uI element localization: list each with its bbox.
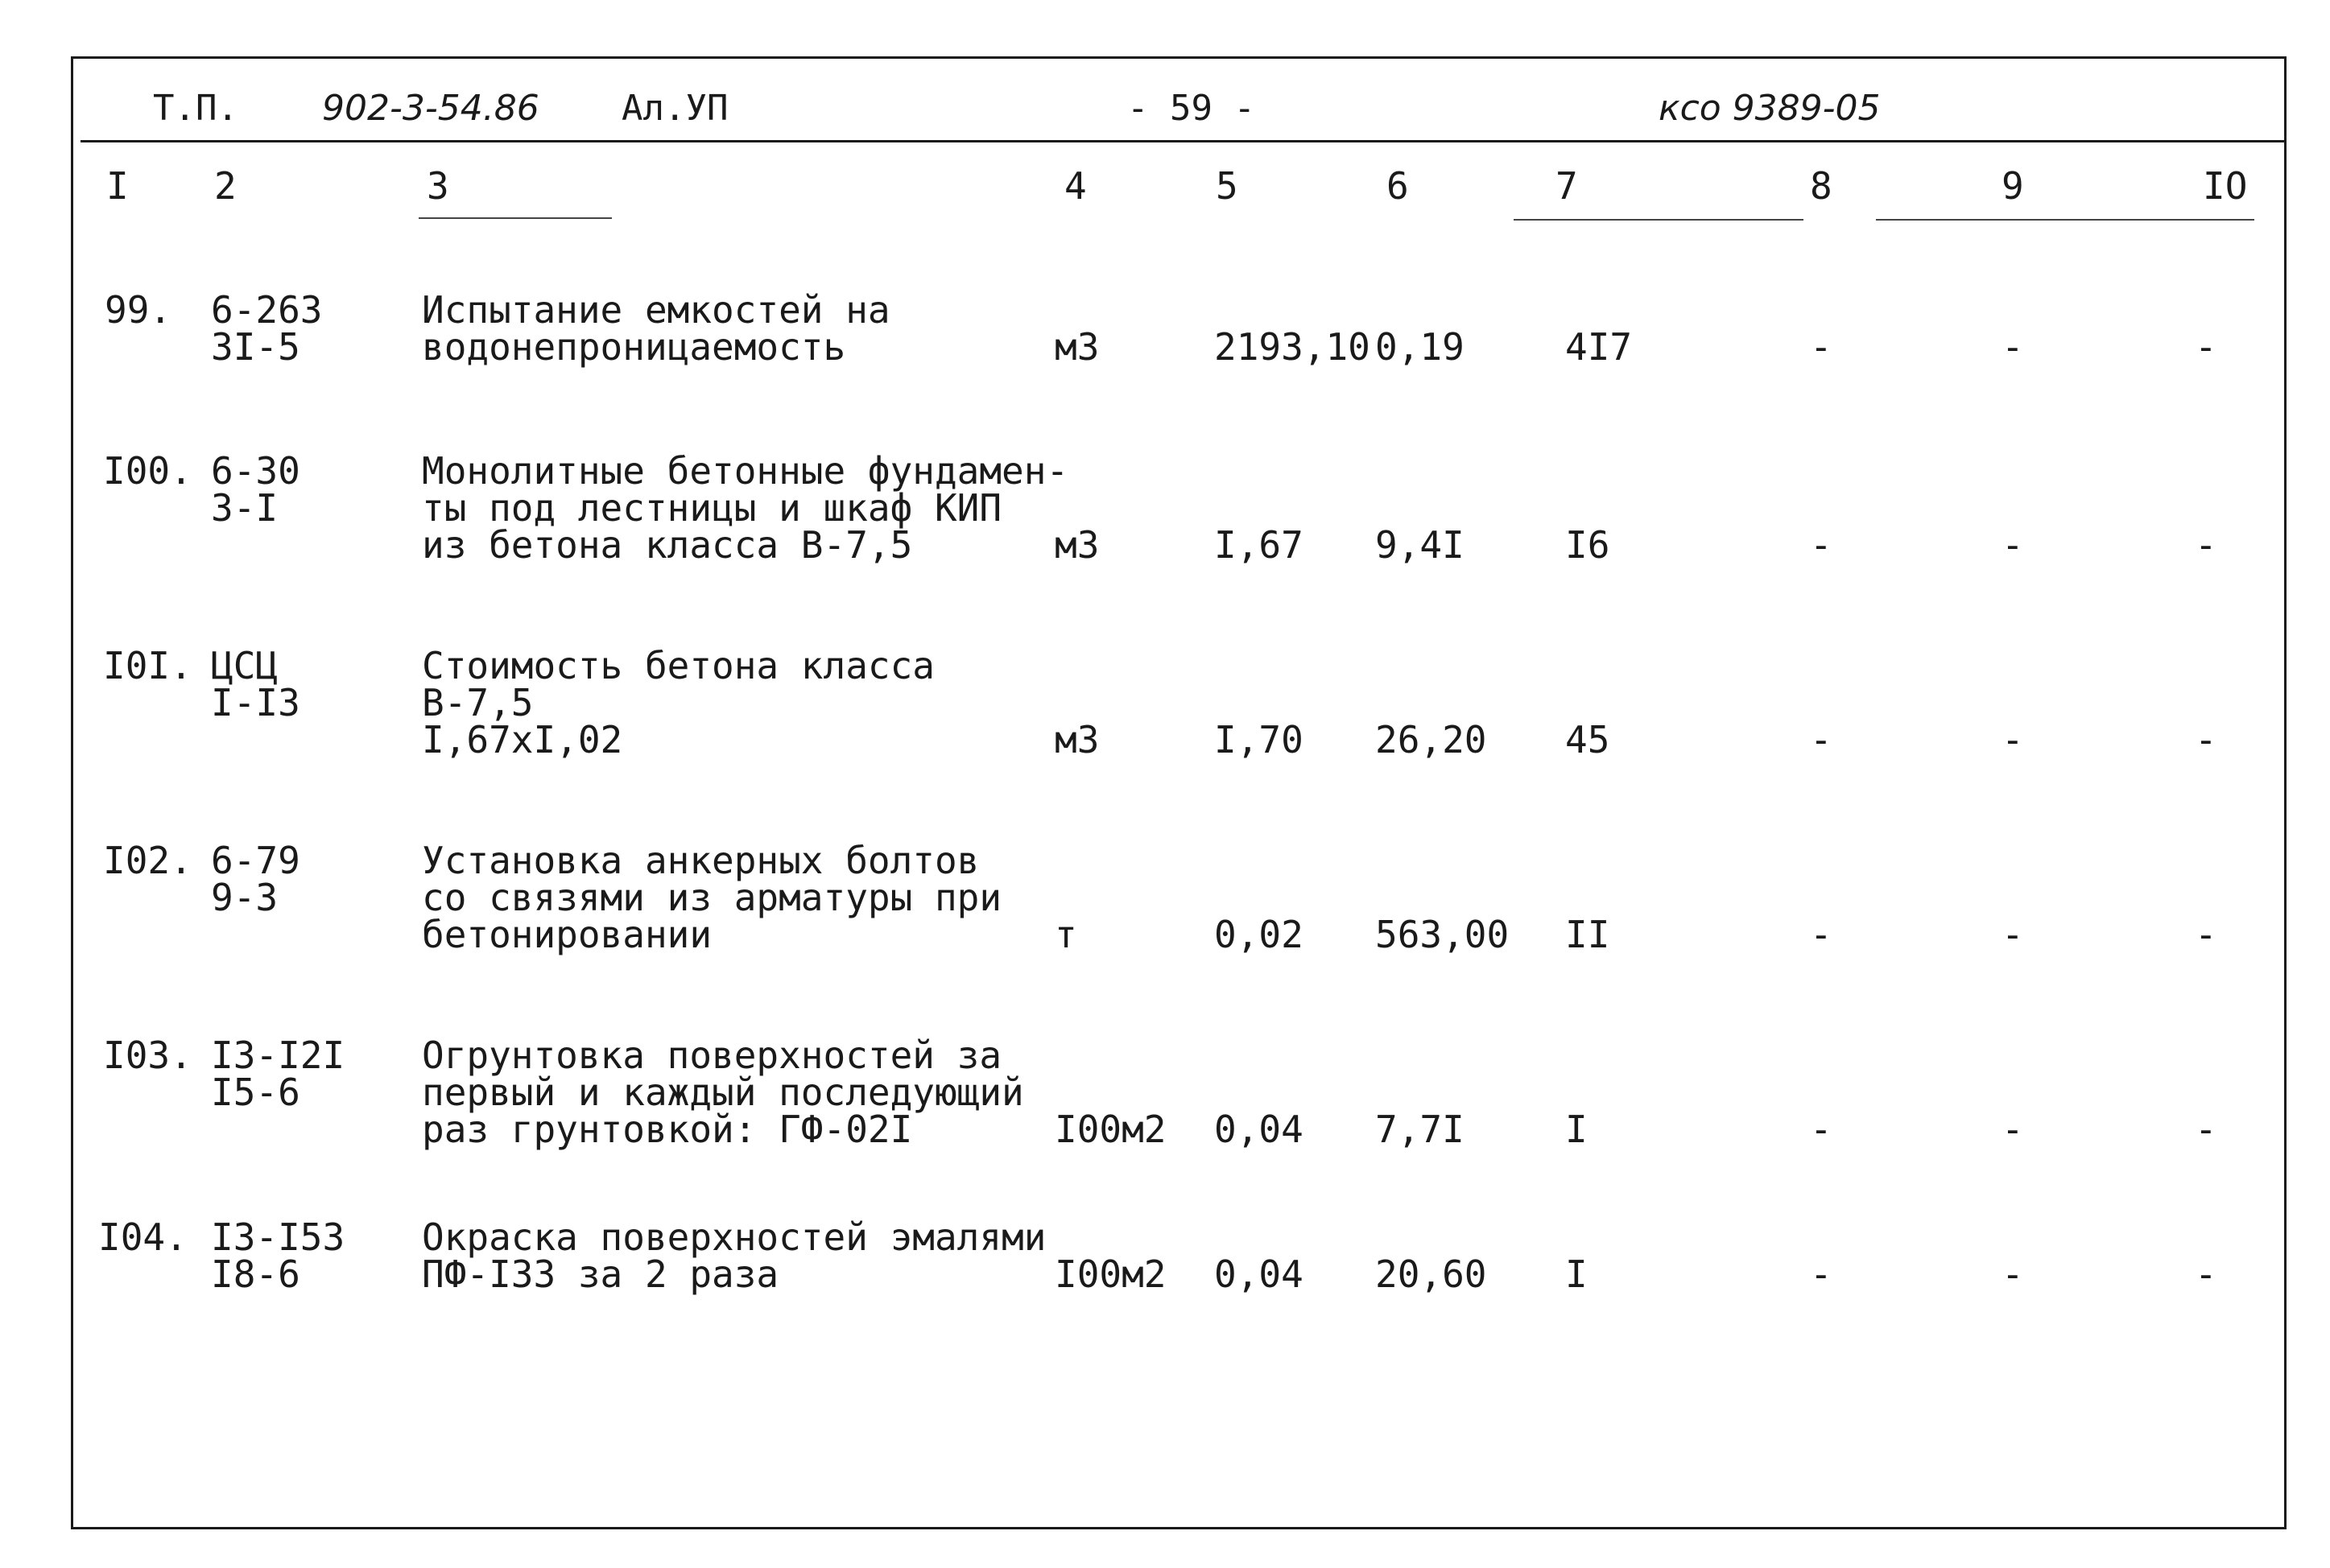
work-description-line: Испытание емкостей на (422, 288, 890, 332)
total-cost: I6 (1565, 523, 1610, 567)
work-description-line: со связями из арматуры при (422, 876, 1002, 919)
total-cost: I (1565, 1252, 1588, 1296)
rate-code: 6-263 (211, 288, 323, 332)
work-description-line: ПФ-I33 за 2 раза (422, 1252, 779, 1296)
work-description-line: водонепроницаемость (422, 325, 846, 369)
rate-code: 6-79 (211, 839, 300, 882)
work-description-line: Огрунтовка поверхностей за (422, 1034, 1002, 1077)
column-9-value: - (2002, 1108, 2024, 1151)
work-description-line: Окраска поверхностей эмалями (422, 1215, 1047, 1259)
column-header-3: 3 (427, 164, 449, 208)
row-number: I0I. (103, 644, 192, 687)
unit-price: 563,00 (1375, 913, 1510, 956)
header-divider (81, 140, 2287, 142)
unit-price: 0,19 (1375, 325, 1465, 369)
unit-price: 7,7I (1375, 1108, 1465, 1151)
rate-code: I3-I53 (211, 1215, 345, 1259)
rate-subcode: 3-I (211, 486, 279, 530)
work-description-line: Монолитные бетонные фундамен- (422, 449, 1069, 493)
column-9-value: - (2002, 718, 2024, 761)
quantity: 0,04 (1214, 1252, 1303, 1296)
column-10-value: - (2195, 1108, 2217, 1151)
column-10-value: - (2195, 718, 2217, 761)
work-description-line: Установка анкерных болтов (422, 839, 980, 882)
total-cost: I (1565, 1108, 1588, 1151)
column-8-value: - (1810, 325, 1832, 369)
column-header-8: 8 (1810, 164, 1832, 208)
quantity: I,67 (1214, 523, 1303, 567)
document-code: ксо 9389-05 (1659, 88, 1881, 129)
column-header-1: I (106, 164, 129, 208)
column-header-9: 9 (2002, 164, 2024, 208)
unit: м3 (1055, 718, 1100, 761)
total-cost: 4I7 (1565, 325, 1633, 369)
unit: т (1055, 913, 1077, 956)
row-number: I00. (103, 449, 192, 493)
column-9-value: - (2002, 913, 2024, 956)
rate-code: I3-I2I (211, 1034, 345, 1077)
quantity: 0,04 (1214, 1108, 1303, 1151)
page-frame (71, 56, 2287, 1529)
work-description-line: первый и каждый последующий (422, 1071, 1024, 1114)
column-9-10-underline (1876, 219, 2254, 221)
rate-subcode: 9-3 (211, 876, 279, 919)
column-10-value: - (2195, 523, 2217, 567)
quantity: 0,02 (1214, 913, 1303, 956)
album-label: Ал.УП (622, 88, 729, 129)
unit-price: 9,4I (1375, 523, 1465, 567)
column-8-value: - (1810, 523, 1832, 567)
rate-subcode: I8-6 (211, 1252, 300, 1296)
column-header-6: 6 (1386, 164, 1409, 208)
unit: м3 (1055, 523, 1100, 567)
unit: м3 (1055, 325, 1100, 369)
work-description-line: Стоимость бетона класса (422, 644, 935, 687)
work-description-line: из бетона класса В-7,5 (422, 523, 913, 567)
rate-subcode: I-I3 (211, 681, 300, 724)
column-8-value: - (1810, 1252, 1832, 1296)
work-description-line: В-7,5 (422, 681, 534, 724)
unit-price: 20,60 (1375, 1252, 1487, 1296)
work-description-line: бетонировании (422, 913, 713, 956)
column-9-value: - (2002, 1252, 2024, 1296)
project-number: 902-3-54.86 (322, 88, 539, 129)
column-9-value: - (2002, 523, 2024, 567)
work-description-line: I,67хI,02 (422, 718, 623, 761)
page-number: - 59 - (1127, 88, 1255, 129)
total-cost: II (1565, 913, 1610, 956)
column-header-2: 2 (214, 164, 237, 208)
column-10-value: - (2195, 325, 2217, 369)
column-8-value: - (1810, 913, 1832, 956)
column-9-value: - (2002, 325, 2024, 369)
column-8-value: - (1810, 718, 1832, 761)
row-number: 99. (105, 288, 172, 332)
row-number: I04. (98, 1215, 188, 1259)
rate-code: ЦСЦ (211, 644, 279, 687)
rate-code: 6-30 (211, 449, 300, 493)
column-10-value: - (2195, 913, 2217, 956)
total-cost: 45 (1565, 718, 1610, 761)
column-7-underline (1514, 219, 1803, 221)
column-3-underline (419, 217, 612, 219)
unit-price: 26,20 (1375, 718, 1487, 761)
column-header-7: 7 (1555, 164, 1578, 208)
column-header-4: 4 (1064, 164, 1087, 208)
rate-subcode: I5-6 (211, 1071, 300, 1114)
column-8-value: - (1810, 1108, 1832, 1151)
unit: I00м2 (1055, 1252, 1167, 1296)
quantity: I,70 (1214, 718, 1303, 761)
column-header-5: 5 (1216, 164, 1238, 208)
row-number: I03. (103, 1034, 192, 1077)
row-number: I02. (103, 839, 192, 882)
rate-subcode: 3I-5 (211, 325, 300, 369)
work-description-line: раз грунтовкой: ГФ-02I (422, 1108, 913, 1151)
unit: I00м2 (1055, 1108, 1167, 1151)
column-header-10: IO (2203, 164, 2248, 208)
doc-prefix: Т.П. (153, 88, 238, 129)
column-10-value: - (2195, 1252, 2217, 1296)
work-description-line: ты под лестницы и шкаф КИП (422, 486, 1002, 530)
quantity: 2193,10 (1214, 325, 1370, 369)
